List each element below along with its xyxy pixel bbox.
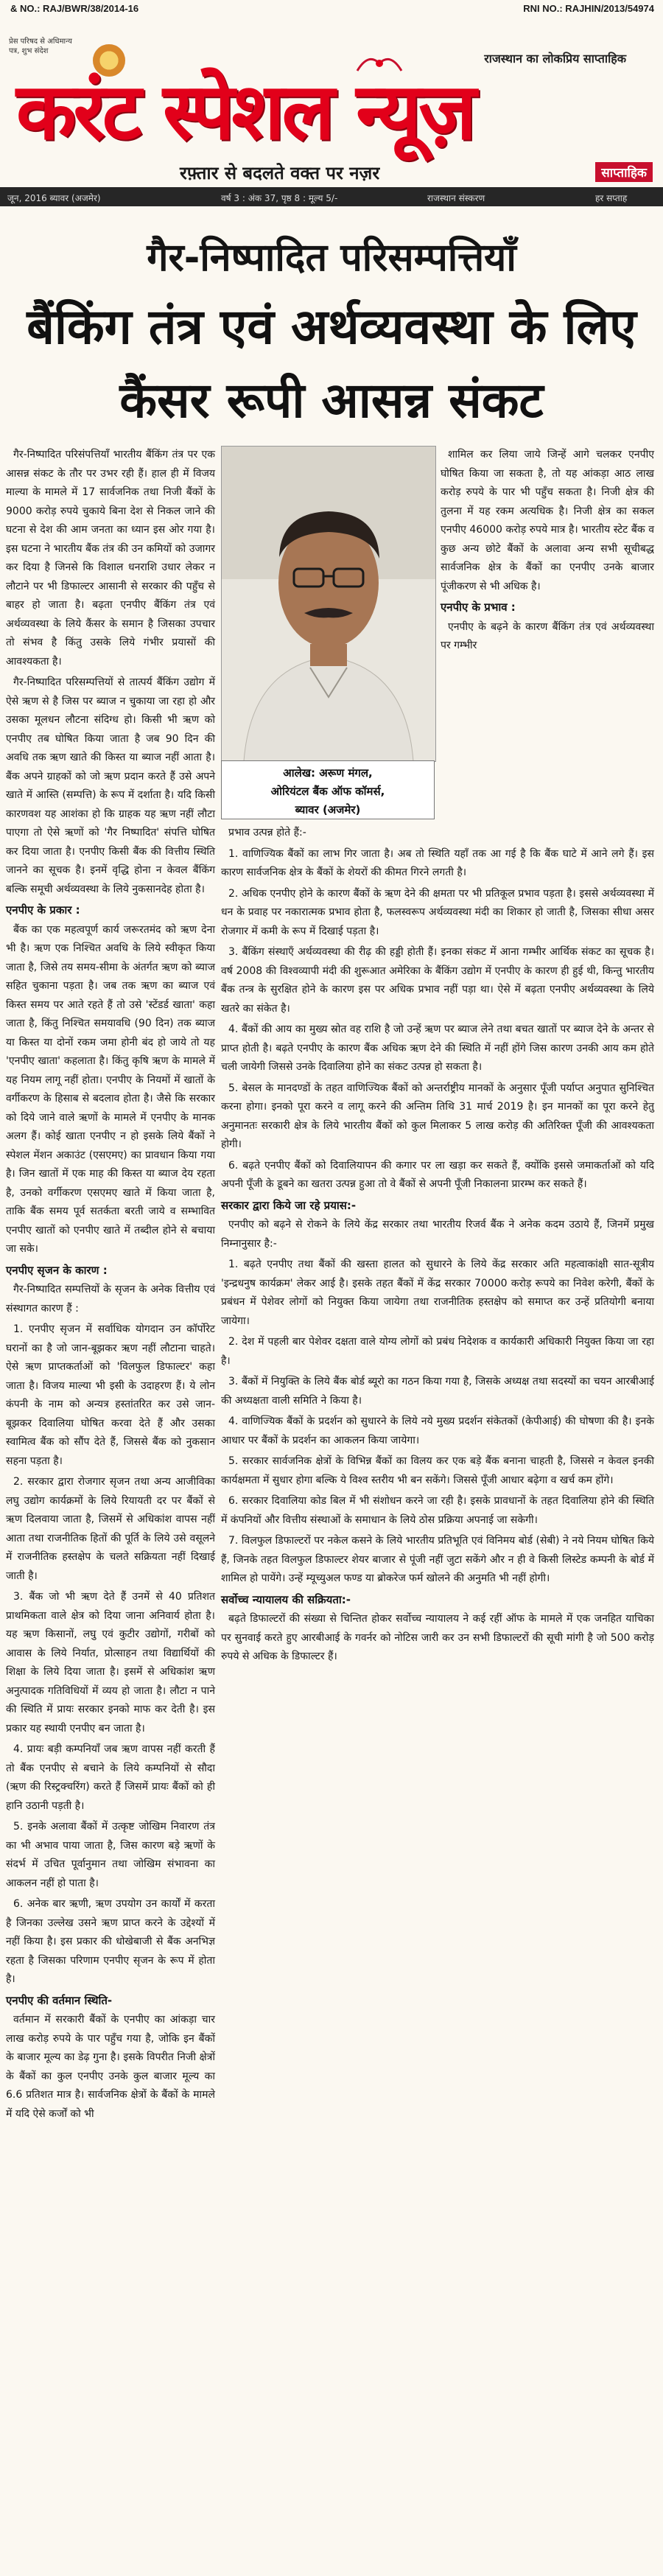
paragraph: प्रभाव उत्पन्न होते हैं:- [228, 827, 306, 839]
paragraph: 4. प्रायः बड़ी कम्पनियाँ जब ऋण वापस नहीं करती हैं तो बैंक एनपीए से बचाने के लिये कम्पनियों से सौदा (ऋण की रिस्ट्रक्चरिंग) करते हैं जिसमें प्रायः बैंकों को ही हानि उठानी पड़ती है। [6, 1743, 215, 1812]
author-photo [221, 446, 436, 762]
paragraph: 5. इनके अलावा बैंकों में उत्कृष्ट जोखिम निवारण तंत्र का भी अभाव पाया जाता है, जिस कारण बड़े ऋणों के संदर्भ में उचित पूर्वानुमान तथा जोखिम संभावना का आकलन नहीं हो पाता है। [6, 1821, 215, 1889]
masthead-tagline-top: राजस्थान का लोकप्रिय साप्ताहिक [484, 52, 626, 66]
masthead-tagline: रफ़्तार से बदलते वक्त पर नज़र [180, 163, 380, 183]
paragraph: एनपीए को बढ़ने से रोकने के लिये केंद्र सरकार तथा भारतीय रिजर्व बैंक ने अनेक कदम उठाये हैं, जिनमें प्रमुख निम्नानुसार है:- [221, 1219, 654, 1250]
masthead [0, 16, 663, 187]
section-heading: एनपीए सृजन के कारण : [6, 1263, 108, 1277]
caption-line-1: आलेख: अरूण मंगल, [283, 766, 373, 780]
paragraph: गैर-निष्पादित सम्पत्तियों के सृजन के अनेक वित्तीय एवं संस्थागत कारण हैं : [6, 1284, 215, 1315]
paragraph: 4. वाणिज्यिक बैंकों के प्रदर्शन को सुधारने के लिये नये मुख्य प्रदर्शन संकेतकों (केपीआई) की घोषणा की है। इनके आधार पर बैंकों के प्रदर्शन का आकलन किया जायेगा। [221, 1415, 654, 1446]
article-kicker-headline: गैर-निष्पादित परिसम्पत्तियाँ [147, 236, 516, 280]
article-column-1 [6, 446, 215, 2126]
weekly-badge: साप्ताहिक [595, 162, 653, 182]
caption-line-2: ओरियंटल बैंक ऑफ कॉमर्स, [270, 785, 385, 798]
article-main-headline: बैंकिंग तंत्र एवं अर्थव्यवस्था के लिए कैंसर रूपी आसन्न संकट [27, 298, 636, 429]
paragraph: 7. विलफुल डिफाल्टरों पर नकेल कसने के लिये भारतीय प्रतिभूति एवं विनिमय बोर्ड (सेबी) ने नये नियम घोषित किये हैं, जिनके तहत विलफुल डिफाल्टर शेयर बाजार से पूंजी नहीं जुटा सकेंगे और न ही वे किसी लिस्टेड कम्पनी के बोर्ड में शामिल हो पायेंगे। उन्हें म्यूच्युअल फण्ड या ब्रोकरेज फर्म खोलने की अनुमति भी नहीं होगी। [221, 1535, 654, 1584]
issue-info-bar [0, 187, 663, 206]
author-portrait-icon [222, 447, 435, 761]
section-heading: एनपीए के प्रकार : [6, 903, 80, 917]
paragraph: 1. एनपीए सृजन में सर्वाधिक योगदान उन कॉर्पोरेट घरानों का है जो जान-बूझकर ऋण नहीं लौटाना चाहते। ऐसे ऋण प्राप्तकर्ताओं को 'विलफुल डिफाल्टर' कहा जाता है। विजय माल्या भी इसी के उदाहरण हैं। ये लोन कंपनी के नाम को अन्यत्र हस्तांतरित कर उसे जान-बूझकर दिवालिया घोषित करवा देते हैं और उसका स्वामित्व बैंक को सौंप देते हैं, जिससे बैंक को नुकसान सहना पड़ता है। [6, 1323, 215, 1467]
paragraph: 4. बैंकों की आय का मुख्य स्रोत वह राशि है जो उन्हें ऋण पर ब्याज लेने तथा बचत खातों पर ब्याज देने के अन्तर से प्राप्त होती है। बढ़ते एनपीए के कारण बैंक अधिक ऋण देने की स्थिति में नहीं होंगे जिस कारण उनकी आय कम होते चली जायेगी जिससे उनके दिवालिया होने का संकट उत्पन्न हो सकता है। [221, 1023, 654, 1073]
paragraph: 1. बढ़ते एनपीए तथा बैंकों की खस्ता हालत को सुधारने के लिये केंद्र सरकार अति महत्वाकांक्षी सात-सूत्रीय 'इन्द्रधनुष कार्यक्रम' लेकर आई है। इसके तहत बैंकों में केंद्र सरकार 70000 करोड़ रूपये का निवेश करेगी, बैंकों के प्रबंधन में पेशेवर लोगों को नियुक्त किया जायेगा तथा राजनीतिक हस्तक्षेप को समाप्त कर उन्हें प्रतियोगी बनाया जायेगा। [221, 1259, 654, 1327]
issue-volume: वर्ष 3 : अंक 37, पृष्ठ 8 : मूल्य 5/- [221, 193, 338, 203]
newspaper-title: करंट स्पेशल न्यूज़ [16, 66, 474, 157]
section-heading: एनपीए के प्रभाव : [441, 601, 516, 614]
issue-right-label: हर सप्ताह [595, 193, 628, 203]
caption-line-3: ब्यावर (अजमेर) [295, 803, 361, 816]
paragraph: 5. सरकार सार्वजनिक क्षेत्रों के विभिन्न बैंकों का विलय कर एक बड़े बैंक बनाना चाहती है, जिससे न केवल इनकी कार्यक्षमता में सुधार होगा बल्कि ये विश्व स्तरीय भी बन सकेंगे। जिससे पूँजी आधार बढ़ेगा व खर्च कम होंगे। [221, 1455, 654, 1486]
paragraph: बैंक का एक महत्वपूर्ण कार्य जरूरतमंद को ऋण देना भी है। ऋण एक निश्चित अवधि के लिये स्वीकृत किया जाता है, जिसे तय समय-सीमा के अंतर्गत ऋण को ब्याज सहित चुकाना पड़ता है। जब तक ऋण का ब्याज एवं किस्त समय पर आते रहते हैं तो उसे 'स्टेंडर्ड खाता' कहा जाता है, किंतु निश्चित समयावधि (90 दिन) तक ब्याज या किस्त या दोनों रकम जमा होनी बंद हो जाये तो यह 'एनपीए खाता' कहलाता है। किंतु कृषि ऋण के मामले में यह नियम लागू नहीं होता। एनपीए के नियमों में खातों के वर्गीकरण के हिसाब से बदलाव होता है। जैसे कि सरकार को दिये जाने वाले ऋणों के मामले में एनपीए के मानक अलग हैं। कोई खाता एनपीए न हो इसके लिये बैंकों ने स्पेशल मेंशन अकाउंट (एसएमए) का प्रावधान किया गया है। जिन खातों में एक माह की किस्त या ब्याज देय रहता है, उनको वर्गीकरण एसएमए खाते में किया जाता है, ताकि बैंक समय पूर्व सतर्कता बरती जाये व सम्भावित एनपीए खातों को एनपीए खाते में तब्दील होने से बचाया जा सके। [6, 923, 215, 1255]
paragraph: 3. बैंक जो भी ऋण देते हैं उनमें से 40 प्रतिशत प्राथमिकता वाले क्षेत्र को दिया जाना अनिवार्य होता है। यह ऋण किसानों, लघु एवं कुटीर उद्योगों, गरीबों को आवास के लिये निर्यात, प्रोत्साहन तथा विद्यार्थियों की शिक्षा के लिये दिया जाता है। इसमें से अधिकांश ऋण अनुत्पादक गतिविधियों में व्यय हो जाता है। लौटा न पाने की स्थिति में प्रायः सरकार इनको माफ कर देती है। इस प्रकार यह स्थायी एनपीए बन जाता है। [6, 1591, 215, 1735]
paragraph: 6. सरकार दिवालिया कोड बिल में भी संशोधन करने जा रही है। इसके प्रावधानों के तहत दिवालिया होने की स्थिति में कंपनियों और वित्तीय संस्थाओं के समाधान के लिये ठोस प्रक्रिया अपनाई जा सकेगी। [221, 1495, 654, 1526]
registration-number-right: RNI NO.: RAJHIN/2013/54974 [523, 3, 654, 14]
top-registration-line [0, 0, 663, 16]
paragraph: 3. बैंकिंग संस्थाएँ अर्थव्यवस्था की रीढ़ की हड्डी होती हैं। इनका संकट में आना गम्भीर आर्थिक संकट का सूचक है। वर्ष 2008 की विश्वव्यापी मंदी की शुरूआत अमेरिका के बैंकिंग उद्योग में एनपीए के कारण ही हुई थी, किन्तु भारतीय बैंक तन्त्र के सुरक्षित होने के कारण इस पर अधिक प्रभाव नहीं पड़ा था। ऐसे में बढ़ता एनपीए अर्थव्यवस्था के लिये खतरे का संकेत है। [221, 946, 654, 1015]
paragraph: 3. बैंकों में नियुक्ति के लिये बैंक बोर्ड ब्यूरो का गठन किया गया है, जिसके अध्यक्ष तथा सदस्यों का चयन आरबीआई की अध्यक्षता वाली समिति ने किया है। [221, 1376, 654, 1407]
registration-number-left: & NO.: RAJ/BWR/38/2014-16 [10, 3, 139, 14]
paragraph: 6. अनेक बार ऋणी, ऋण उपयोग उन कार्यों में करता है जिनका उल्लेख उसने ऋण प्राप्त करने के उद्देश्यों में नहीं किया है। इस प्रकार की धोखेबाजी से बैंक अनभिज्ञ रहता है जिसका परिणाम एनपीए सृजन के रूप में होता है। [6, 1898, 215, 1985]
section-heading: एनपीए की वर्तमान स्थिति- [6, 1993, 113, 2007]
paragraph: गैर-निष्पादित परिसंपत्तियाँ भारतीय बैंकिंग तंत्र पर एक आसन्न संकट के तौर पर उभर रही हैं। हाल ही में विजय माल्या के मामले में 17 सार्वजनिक तथा निजी बैंकों के 9000 करोड़ रुपये चुकाये बिना देश से निकल जाने की घटना से देश की आम जनता का ध्यान इस ओर गया है। इस घटना ने भारतीय बैंक तंत्र की उन कमियों को उजागर कर दिया है जिनसे कि विशाल धनराशि उधार लेकर न लौटाने पर भी डिफाल्टर आसानी से सरकार की पहुँच से बाहर हो जाता है। बढ़ता एनपीए बैंकिंग तंत्र एवं अर्थव्यवस्था के लिये कैंसर के समान है जिसका उपचार तो संभव है किंतु उसके लिये गंभीर प्रयासों की आवश्यकता है। [6, 449, 215, 668]
paragraph: 6. बढ़ते एनपीए बैंकों को दिवालियापन की कगार पर ला खड़ा कर सकते हैं, क्योंकि इससे जमाकर्ताओं को यदि अपनी पूँजी के डूबने का खतरा उत्पन्न हुआ तो वे बैंकों से अपनी पूँजी निकालना प्रारम्भ कर सकते हैं। [221, 1159, 654, 1190]
paragraph: 5. बेसल के मानदण्डों के तहत वाणिज्यिक बैंकों को अन्तर्राष्ट्रीय मानकों के अनुसार पूँजी पर्याप्त अनुपात सुनिश्चित करना होगा। इनको पूरा करने व लागू करने की अन्तिम तिथि 31 मार्च 2019 है। इन मानकों का पूरा करने हेतु अनुमानतः सरकारी क्षेत्र के लिये भारतीय बैंकों को कुल मिलाकर 5 लाख करोड़ की अतिरिक्त पूँजी की आवश्यकता होगी। [221, 1082, 654, 1150]
section-heading: सरकार द्वारा किये जा रहे प्रयास:- [221, 1198, 357, 1212]
paragraph: शामिल कर लिया जाये जिन्हें आगे चलकर एनपीए घोषित किया जा सकता है, तो यह आंकड़ा आठ लाख करोड़ रुपये के पार भी पहुँच सकता है। निजी क्षेत्र की तुलना में यह रकम अत्यधिक है। निजी क्षेत्र का सकल एनपीए 46000 करोड़ रुपये मात्र है। भारतीय स्टेट बैंक व कुछ अन्य छोटे बैंकों के अलावा अन्य सभी सूचीबद्ध सार्वजनिक क्षेत्र के बैंकों का एनपीए उनके बाजार पूंजीकरण से भी अधिक है। [441, 449, 654, 592]
paragraph: बढ़ते डिफाल्टरों की संख्या से चिन्तित होकर सर्वोच्च न्यायालय ने कई रहीं ऑफ के मामले में एक जनहित याचिका पर सुनवाई करते हुए आरबीआई के गवर्नर को नोटिस जारी कर उन सभी डिफाल्टरों की सूची मांगी है जो 500 करोड़ रुपये से अधिक के डिफाल्टर हैं। [221, 1613, 654, 1662]
photo-caption [221, 760, 435, 819]
article-columns-2-3 [221, 824, 654, 1669]
paragraph: 1. वाणिज्यिक बैंकों का लाभ गिर जाता है। अब तो स्थिति यहाँ तक आ गई है कि बैंक घाटे में आने लगे हैं। इस कारण सार्वजनिक क्षेत्र के बैंकों के शेयरों की कीमत गिरने लगती है। [221, 847, 654, 878]
paragraph: एनपीए के बढ़ने के कारण बैंकिंग तंत्र एवं अर्थव्यवस्था पर गम्भीर [441, 620, 654, 651]
paragraph: वर्तमान में सरकारी बैंकों के एनपीए का आंकड़ा चार लाख करोड़ रुपये के पार पहुँच गया है, जोकि इन बैंकों के बाजार मूल्य का डेढ़ गुना है। इसके विपरीत निजी क्षेत्रों के बैंकों का कुल एनपीए उनके कुल बाजार मूल्य का 6.6 प्रतिशत मात्र है। सार्वजनिक क्षेत्रों के बैंकों के मामले में यदि ऐसे कर्जों को भी [6, 2014, 215, 2120]
paragraph: 2. सरकार द्वारा रोजगार सृजन तथा अन्य आजीविका लघु उद्योग कार्यक्रमों के लिये रियायती दर पर बैंकों से ऋण दिलवाया जाता है, जिसमें से अधिकांश वापस नहीं आता तथा राजनीतिक हितों की पूर्ति के लिये उसे वसूलने में राजनीतिक हस्तक्षेप के चलते सक्रियता नहीं दिखाई जाती है। [6, 1476, 215, 1582]
paragraph: 2. अधिक एनपीए होने के कारण बैंकों के ऋण देने की क्षमता पर भी प्रतिकूल प्रभाव पड़ता है। इससे अर्थव्यवस्था में धन के प्रवाह पर नकारात्मक प्रभाव होता है, फलस्वरूप अर्थव्यवस्था मंदी का शिकार हो जाती है, जिसका सीधा असर रोजगार में कमी के रूप में दिखाई पड़ता है। [221, 887, 654, 937]
issue-edition: राजस्थान संस्करण [427, 193, 485, 203]
masthead-small-note: प्रेस परिषद से अधिमान्य पत्र, शुभ संदेश [9, 38, 72, 55]
paragraph: 2. देश में पहली बार पेशेवर दक्षता वाले योग्य लोगों को प्रबंध निदेशक व कार्यकारी अधिकारी नियुक्त किया जा रहा है। [221, 1336, 654, 1367]
paragraph: गैर-निष्पादित परिसम्पत्तियों से तात्पर्य बैंकिंग उद्योग में ऐसे ऋण से है जिस पर ब्याज न चुकाया जा रहा हो और उसका मूलधन लौटना संदिग्ध हो। किसी भी ऋण को एनपीए तब घोषित किया जाता है जब 90 दिन की अवधि तक ऋण खाते की किस्त या ब्याज नहीं आता है। बैंक अपने ग्राहकों को जो ऋण प्रदान करते हैं उसे अपने खाते में आस्ति (सम्पत्ति) के रूप में दर्शाता है। यदि किसी कारणवश यह आशंका हो कि ग्राहक यह ऋण नहीं लौटा पाएगा तो ऐसे ऋणों को 'गैर निष्पादित' संपत्ति घोषित कर दिया जाता है। एनपीए किसी बैंक की वित्तीय स्थिति जानने का सूचक है। इनमें वृद्धि होना न केवल बैंकिंग बल्कि समूची अर्थव्यवस्था के लिये नुकसानदेह होता है। [6, 676, 215, 895]
section-heading: सर्वोच्च न्यायालय की सक्रियता:- [221, 1592, 351, 1606]
issue-date-place: जून, 2016 ब्यावर (अजमेर) [7, 193, 101, 203]
article-column-3 [441, 446, 654, 658]
